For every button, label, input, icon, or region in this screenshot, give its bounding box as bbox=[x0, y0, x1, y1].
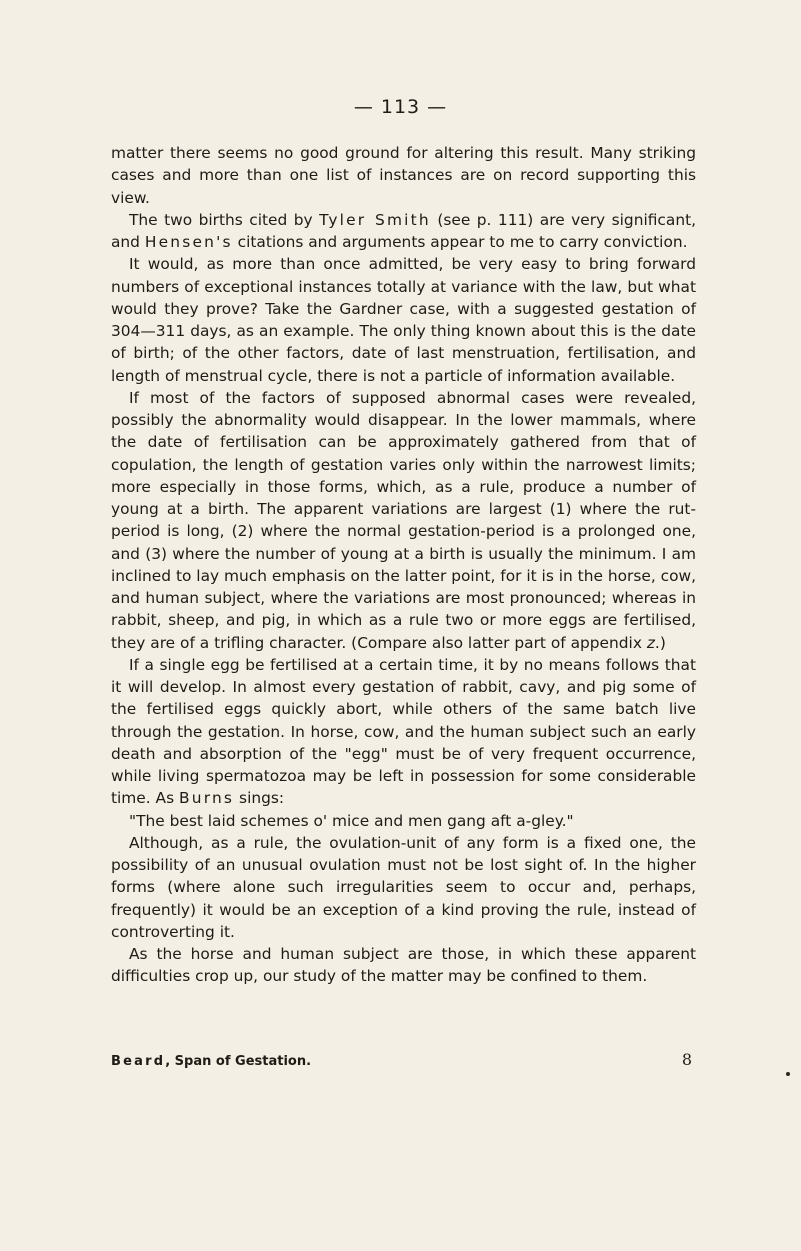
paragraph-4 bbox=[111, 387, 696, 654]
footer-author: Beard bbox=[111, 1054, 166, 1069]
author-name-hensen: Hensen's bbox=[144, 233, 233, 251]
paragraph-5 bbox=[111, 654, 696, 810]
paragraph-3: It would, as more than once admitted, be very easy to bring forward numbers of exceptional instances totally at variance with the law, but what would they prove? Take the Gardner case, with a suggested gestation of 304—311 days, as an example. The only thing known about this is the date of birth; of the other factors, date of last menstruation, fertilisation, and length of menstrual cycle, there is not a particle of information available. bbox=[111, 255, 696, 385]
paragraph-5-text-a: If a single egg be fertilised at a certain time, it by no means follows that it will develop. In almost every gestation of rabbit, cavy, and pig some of the fertilised eggs quickly abort, while others of the same batch live through the gestation. In horse, cow, and the human subject such an early death and absorption of the "egg" must be of very frequent occurrence, while living spermatozoa may be left in possession for some considerable time. As bbox=[111, 655, 696, 808]
running-footer bbox=[111, 1054, 311, 1069]
paragraph-5-text-b: sings: bbox=[234, 789, 285, 808]
body-text bbox=[111, 142, 696, 988]
signature-mark: 8 bbox=[681, 1050, 692, 1069]
paragraph-4-text-a: If most of the factors of supposed abnormal cases were revealed, possibly the abnormality would disappear. In the lower mammals, where the date of fertilisation can be approximately gathered from that of copulation, the length of gestation varies only within the narrowest limits; more especially in those forms, which, as a rule, produce a number of young at a birth. The apparent variations are largest (1) where the rut-period is long, (2) where the normal gestation-period is a prolonged one, and (3) where the number of young at a birth is usually the minimum. I am inclined to lay much emphasis on the latter point, for it is in the horse, cow, and human subject, where the variations are most pronounced; whereas in rabbit, sheep, and pig, in which as a rule two or more eggs are fertilised, they are of a trifling character. (Compare also latter part of appendix bbox=[111, 388, 696, 652]
print-speck bbox=[786, 1072, 790, 1076]
paragraph-4-text-b: .) bbox=[654, 633, 666, 652]
author-name-burns: Burns bbox=[179, 789, 235, 808]
footer-title: , Span of Gestation. bbox=[165, 1054, 312, 1069]
paragraph-1: matter there seems no good ground for altering this result. Many striking cases and more than one list of instances are on record supporting this view. bbox=[111, 144, 696, 207]
author-name-tyler-smith: Tyler Smith bbox=[319, 210, 431, 229]
page-number: — 113 — bbox=[353, 96, 448, 118]
appendix-letter: z bbox=[646, 633, 655, 652]
burns-quotation: "The best laid schemes o' mice and men gang aft a-gley." bbox=[129, 811, 574, 830]
paragraph-2-text-b: (see p. 111) are very significant, and bbox=[111, 210, 696, 251]
paragraph-2 bbox=[111, 209, 696, 254]
paragraph-7: As the horse and human subject are those, in which these apparent difficulties crop up, our study of the matter may be confined to them. bbox=[111, 945, 696, 986]
paragraph-6: Although, as a rule, the ovulation-unit of any form is a fixed one, the possibility of an unusual ovulation must not be lost sight of. In the higher forms (where alone such irregularities seem to occur and, perhaps, frequently) it would be an exception of a kind proving the rule, instead of controverting it. bbox=[111, 833, 696, 941]
page-footer bbox=[111, 1050, 696, 1069]
paragraph-2-text-a: The two births cited by bbox=[129, 210, 320, 229]
paragraph-2-text-c: citations and arguments appear to me to carry conviction. bbox=[232, 233, 688, 251]
